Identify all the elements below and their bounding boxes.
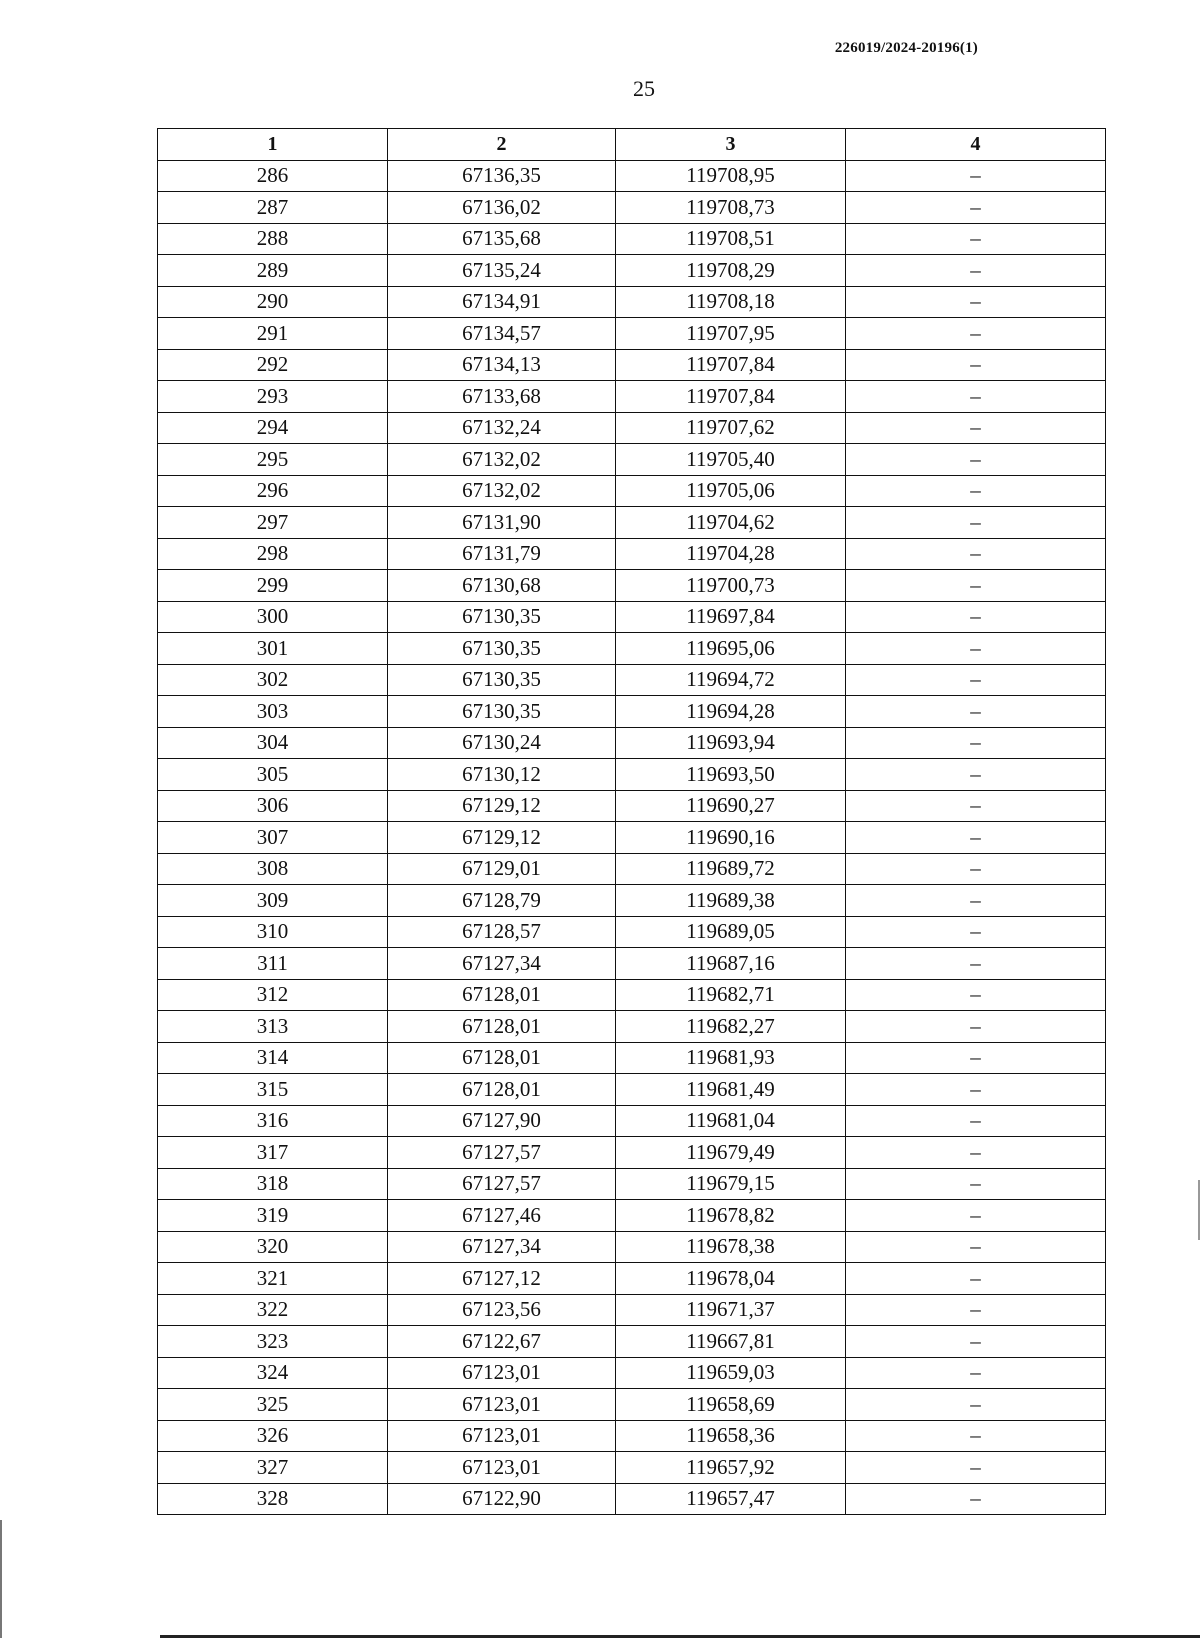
table-row [158, 570, 1106, 602]
x-coordinate-cell: 67123,01 [388, 1420, 616, 1452]
y-coordinate-cell: 119671,37 [616, 1294, 846, 1326]
point-number-cell: 308 [158, 853, 388, 885]
note-cell: – [846, 822, 1106, 854]
table-row [158, 948, 1106, 980]
x-coordinate-cell: 67135,68 [388, 223, 616, 255]
table-row [158, 790, 1106, 822]
note-cell: – [846, 1483, 1106, 1515]
point-number-cell: 288 [158, 223, 388, 255]
point-number-cell: 322 [158, 1294, 388, 1326]
x-coordinate-cell: 67134,91 [388, 286, 616, 318]
point-number-cell: 327 [158, 1452, 388, 1484]
note-cell: – [846, 507, 1106, 539]
table-row [158, 1168, 1106, 1200]
y-coordinate-cell: 119678,04 [616, 1263, 846, 1295]
point-number-cell: 290 [158, 286, 388, 318]
table-row [158, 318, 1106, 350]
note-cell: – [846, 412, 1106, 444]
table-row [158, 1074, 1106, 1106]
point-number-cell: 297 [158, 507, 388, 539]
point-number-cell: 292 [158, 349, 388, 381]
x-coordinate-cell: 67127,57 [388, 1168, 616, 1200]
y-coordinate-cell: 119682,27 [616, 1011, 846, 1043]
table-row [158, 160, 1106, 192]
table-row [158, 979, 1106, 1011]
table-row [158, 1200, 1106, 1232]
point-number-cell: 305 [158, 759, 388, 791]
x-coordinate-cell: 67127,90 [388, 1105, 616, 1137]
point-number-cell: 309 [158, 885, 388, 917]
note-cell: – [846, 664, 1106, 696]
x-coordinate-cell: 67136,35 [388, 160, 616, 192]
x-coordinate-cell: 67130,68 [388, 570, 616, 602]
x-coordinate-cell: 67122,67 [388, 1326, 616, 1358]
table-row [158, 538, 1106, 570]
note-cell: – [846, 1168, 1106, 1200]
table-row [158, 1105, 1106, 1137]
y-coordinate-cell: 119705,40 [616, 444, 846, 476]
point-number-cell: 303 [158, 696, 388, 728]
x-coordinate-cell: 67133,68 [388, 381, 616, 413]
y-coordinate-cell: 119708,73 [616, 192, 846, 224]
y-coordinate-cell: 119658,69 [616, 1389, 846, 1421]
note-cell: – [846, 853, 1106, 885]
x-coordinate-cell: 67127,12 [388, 1263, 616, 1295]
point-number-cell: 291 [158, 318, 388, 350]
x-coordinate-cell: 67123,01 [388, 1452, 616, 1484]
table-row [158, 633, 1106, 665]
table-row [158, 444, 1106, 476]
x-coordinate-cell: 67129,01 [388, 853, 616, 885]
note-cell: – [846, 160, 1106, 192]
point-number-cell: 314 [158, 1042, 388, 1074]
page-number: 25 [633, 76, 655, 101]
note-cell: – [846, 696, 1106, 728]
y-coordinate-cell: 119658,36 [616, 1420, 846, 1452]
y-coordinate-cell: 119678,38 [616, 1231, 846, 1263]
point-number-cell: 315 [158, 1074, 388, 1106]
table-row [158, 475, 1106, 507]
y-coordinate-cell: 119707,95 [616, 318, 846, 350]
note-cell: – [846, 444, 1106, 476]
table-row [158, 255, 1106, 287]
point-number-cell: 286 [158, 160, 388, 192]
x-coordinate-cell: 67123,01 [388, 1357, 616, 1389]
point-number-cell: 298 [158, 538, 388, 570]
table-row [158, 1294, 1106, 1326]
table-row [158, 1452, 1106, 1484]
x-coordinate-cell: 67123,56 [388, 1294, 616, 1326]
y-coordinate-cell: 119707,62 [616, 412, 846, 444]
point-number-cell: 299 [158, 570, 388, 602]
x-coordinate-cell: 67122,90 [388, 1483, 616, 1515]
note-cell: – [846, 633, 1106, 665]
x-coordinate-cell: 67128,01 [388, 1042, 616, 1074]
point-number-cell: 312 [158, 979, 388, 1011]
point-number-cell: 323 [158, 1326, 388, 1358]
y-coordinate-cell: 119667,81 [616, 1326, 846, 1358]
column-header: 3 [616, 129, 846, 161]
x-coordinate-cell: 67134,13 [388, 349, 616, 381]
table-row [158, 1389, 1106, 1421]
x-coordinate-cell: 67132,02 [388, 444, 616, 476]
y-coordinate-cell: 119689,38 [616, 885, 846, 917]
coordinates-table [157, 128, 1106, 1515]
y-coordinate-cell: 119697,84 [616, 601, 846, 633]
point-number-cell: 302 [158, 664, 388, 696]
x-coordinate-cell: 67128,01 [388, 979, 616, 1011]
y-coordinate-cell: 119678,82 [616, 1200, 846, 1232]
point-number-cell: 307 [158, 822, 388, 854]
y-coordinate-cell: 119693,94 [616, 727, 846, 759]
note-cell: – [846, 1326, 1106, 1358]
table-row [158, 916, 1106, 948]
note-cell: – [846, 979, 1106, 1011]
note-cell: – [846, 318, 1106, 350]
table-row [158, 696, 1106, 728]
table-header-row [158, 129, 1106, 161]
y-coordinate-cell: 119657,47 [616, 1483, 846, 1515]
y-coordinate-cell: 119679,15 [616, 1168, 846, 1200]
note-cell: – [846, 475, 1106, 507]
x-coordinate-cell: 67130,35 [388, 601, 616, 633]
y-coordinate-cell: 119694,72 [616, 664, 846, 696]
point-number-cell: 310 [158, 916, 388, 948]
table-row [158, 664, 1106, 696]
y-coordinate-cell: 119690,16 [616, 822, 846, 854]
point-number-cell: 320 [158, 1231, 388, 1263]
y-coordinate-cell: 119681,49 [616, 1074, 846, 1106]
x-coordinate-cell: 67131,90 [388, 507, 616, 539]
y-coordinate-cell: 119700,73 [616, 570, 846, 602]
x-coordinate-cell: 67130,35 [388, 696, 616, 728]
x-coordinate-cell: 67134,57 [388, 318, 616, 350]
y-coordinate-cell: 119690,27 [616, 790, 846, 822]
note-cell: – [846, 381, 1106, 413]
note-cell: – [846, 1105, 1106, 1137]
y-coordinate-cell: 119694,28 [616, 696, 846, 728]
point-number-cell: 287 [158, 192, 388, 224]
y-coordinate-cell: 119693,50 [616, 759, 846, 791]
note-cell: – [846, 1357, 1106, 1389]
table-row [158, 1231, 1106, 1263]
x-coordinate-cell: 67127,46 [388, 1200, 616, 1232]
x-coordinate-cell: 67128,01 [388, 1011, 616, 1043]
x-coordinate-cell: 67129,12 [388, 822, 616, 854]
table-row [158, 822, 1106, 854]
table-body [158, 160, 1106, 1515]
note-cell: – [846, 1452, 1106, 1484]
coordinates-table-container [157, 128, 1106, 1515]
point-number-cell: 296 [158, 475, 388, 507]
x-coordinate-cell: 67131,79 [388, 538, 616, 570]
point-number-cell: 295 [158, 444, 388, 476]
table-row [158, 1042, 1106, 1074]
note-cell: – [846, 948, 1106, 980]
y-coordinate-cell: 119679,49 [616, 1137, 846, 1169]
table-row [158, 1326, 1106, 1358]
table-row [158, 223, 1106, 255]
table-row [158, 192, 1106, 224]
note-cell: – [846, 1263, 1106, 1295]
x-coordinate-cell: 67127,57 [388, 1137, 616, 1169]
point-number-cell: 326 [158, 1420, 388, 1452]
y-coordinate-cell: 119681,93 [616, 1042, 846, 1074]
note-cell: – [846, 349, 1106, 381]
column-header: 2 [388, 129, 616, 161]
x-coordinate-cell: 67135,24 [388, 255, 616, 287]
point-number-cell: 306 [158, 790, 388, 822]
point-number-cell: 294 [158, 412, 388, 444]
x-coordinate-cell: 67130,24 [388, 727, 616, 759]
y-coordinate-cell: 119657,92 [616, 1452, 846, 1484]
x-coordinate-cell: 67129,12 [388, 790, 616, 822]
y-coordinate-cell: 119695,06 [616, 633, 846, 665]
x-coordinate-cell: 67127,34 [388, 948, 616, 980]
note-cell: – [846, 570, 1106, 602]
y-coordinate-cell: 119659,03 [616, 1357, 846, 1389]
y-coordinate-cell: 119707,84 [616, 381, 846, 413]
x-coordinate-cell: 67130,12 [388, 759, 616, 791]
note-cell: – [846, 1200, 1106, 1232]
x-coordinate-cell: 67136,02 [388, 192, 616, 224]
point-number-cell: 304 [158, 727, 388, 759]
note-cell: – [846, 1389, 1106, 1421]
table-row [158, 1011, 1106, 1043]
point-number-cell: 328 [158, 1483, 388, 1515]
table-row [158, 1420, 1106, 1452]
x-coordinate-cell: 67128,79 [388, 885, 616, 917]
point-number-cell: 319 [158, 1200, 388, 1232]
table-row [158, 601, 1106, 633]
note-cell: – [846, 223, 1106, 255]
column-header: 4 [846, 129, 1106, 161]
y-coordinate-cell: 119704,62 [616, 507, 846, 539]
table-row [158, 507, 1106, 539]
y-coordinate-cell: 119704,28 [616, 538, 846, 570]
y-coordinate-cell: 119682,71 [616, 979, 846, 1011]
y-coordinate-cell: 119681,04 [616, 1105, 846, 1137]
table-row [158, 759, 1106, 791]
point-number-cell: 318 [158, 1168, 388, 1200]
table-row [158, 727, 1106, 759]
table-row [158, 412, 1106, 444]
point-number-cell: 300 [158, 601, 388, 633]
table-row [158, 1483, 1106, 1515]
table-row [158, 853, 1106, 885]
note-cell: – [846, 286, 1106, 318]
note-cell: – [846, 1042, 1106, 1074]
table-row [158, 1137, 1106, 1169]
x-coordinate-cell: 67123,01 [388, 1389, 616, 1421]
table-row [158, 1357, 1106, 1389]
note-cell: – [846, 255, 1106, 287]
x-coordinate-cell: 67128,57 [388, 916, 616, 948]
y-coordinate-cell: 119708,95 [616, 160, 846, 192]
point-number-cell: 324 [158, 1357, 388, 1389]
note-cell: – [846, 916, 1106, 948]
x-coordinate-cell: 67132,24 [388, 412, 616, 444]
table-row [158, 381, 1106, 413]
note-cell: – [846, 601, 1106, 633]
x-coordinate-cell: 67132,02 [388, 475, 616, 507]
note-cell: – [846, 1074, 1106, 1106]
document-number: 226019/2024-20196(1) [834, 40, 978, 56]
point-number-cell: 311 [158, 948, 388, 980]
note-cell: – [846, 1137, 1106, 1169]
x-coordinate-cell: 67130,35 [388, 664, 616, 696]
point-number-cell: 325 [158, 1389, 388, 1421]
point-number-cell: 321 [158, 1263, 388, 1295]
x-coordinate-cell: 67127,34 [388, 1231, 616, 1263]
x-coordinate-cell: 67128,01 [388, 1074, 616, 1106]
x-coordinate-cell: 67130,35 [388, 633, 616, 665]
y-coordinate-cell: 119708,29 [616, 255, 846, 287]
note-cell: – [846, 885, 1106, 917]
note-cell: – [846, 538, 1106, 570]
point-number-cell: 293 [158, 381, 388, 413]
table-row [158, 1263, 1106, 1295]
note-cell: – [846, 1420, 1106, 1452]
y-coordinate-cell: 119708,51 [616, 223, 846, 255]
y-coordinate-cell: 119689,72 [616, 853, 846, 885]
column-header: 1 [158, 129, 388, 161]
table-row [158, 885, 1106, 917]
point-number-cell: 289 [158, 255, 388, 287]
scan-margin-mark [0, 1520, 2, 1638]
y-coordinate-cell: 119707,84 [616, 349, 846, 381]
point-number-cell: 317 [158, 1137, 388, 1169]
note-cell: – [846, 1011, 1106, 1043]
y-coordinate-cell: 119705,06 [616, 475, 846, 507]
point-number-cell: 316 [158, 1105, 388, 1137]
note-cell: – [846, 1231, 1106, 1263]
note-cell: – [846, 727, 1106, 759]
table-row [158, 349, 1106, 381]
y-coordinate-cell: 119687,16 [616, 948, 846, 980]
y-coordinate-cell: 119689,05 [616, 916, 846, 948]
note-cell: – [846, 790, 1106, 822]
note-cell: – [846, 1294, 1106, 1326]
point-number-cell: 301 [158, 633, 388, 665]
point-number-cell: 313 [158, 1011, 388, 1043]
table-row [158, 286, 1106, 318]
note-cell: – [846, 759, 1106, 791]
note-cell: – [846, 192, 1106, 224]
y-coordinate-cell: 119708,18 [616, 286, 846, 318]
